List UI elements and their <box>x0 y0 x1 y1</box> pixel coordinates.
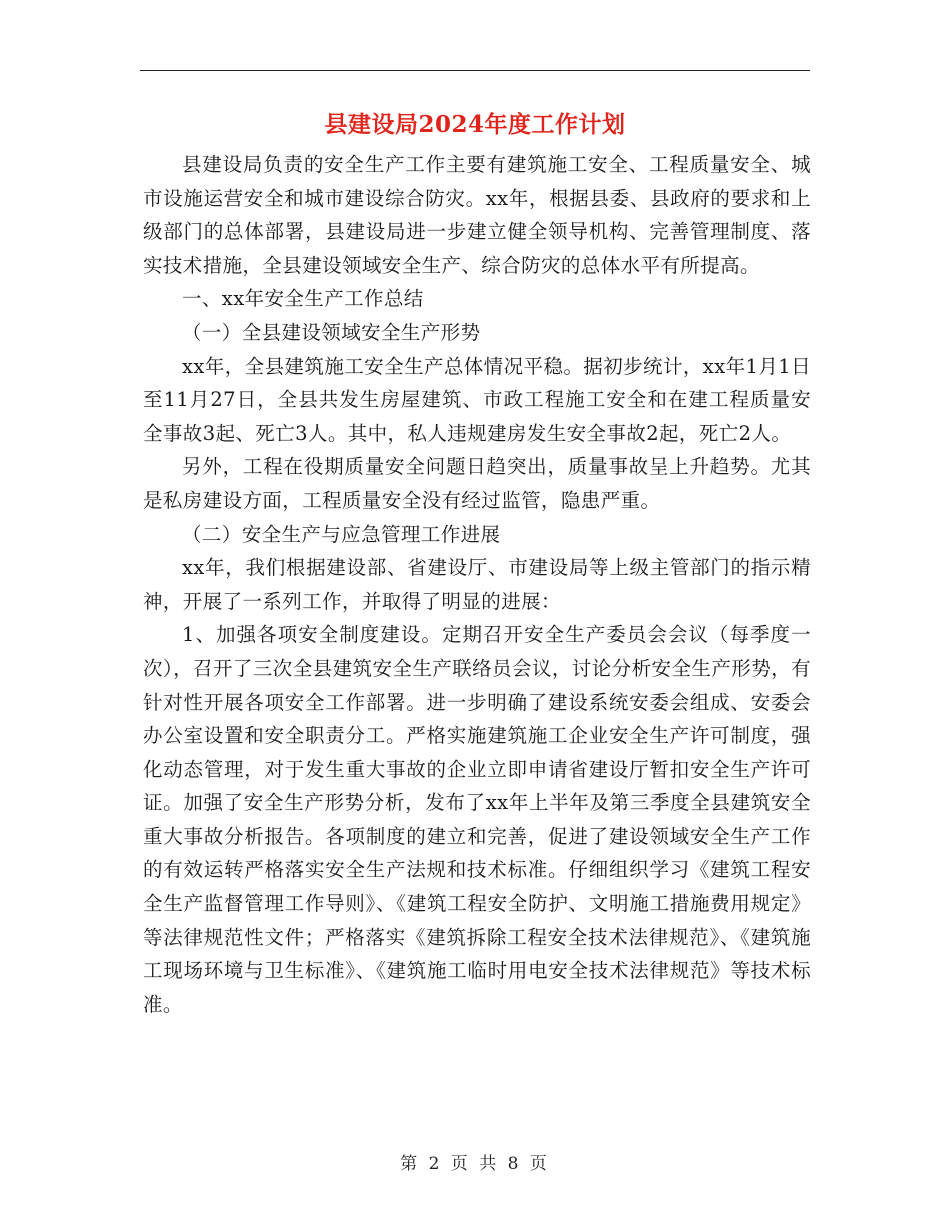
document-body <box>143 148 811 1021</box>
paragraph-progress-intro: xx年，我们根据建设部、省建设厅、市建设局等上级主管部门的指示精神，开展了一系列工作，并取得了明显的进展： <box>143 556 811 613</box>
paragraph-intro: 县建设局负责的安全生产工作主要有建筑施工安全、工程质量安全、城市设施运营安全和城市建设综合防灾。xx年，根据县委、县政府的要求和上级部门的总体部署，县建设局进一步建立健全领导机构、完善管理制度、落实技术措施，全县建设领域安全生产、综合防灾的总体水平有所提高。 <box>143 153 811 277</box>
paragraph-system-building: 1、加强各项安全制度建设。定期召开安全生产委员会会议（每季度一次），召开了三次全县建筑安全生产联络员会议，讨论分析安全生产形势，有针对性开展各项安全工作部署。进一步明确了建设系统安委会组成、安委会办公室设置和安全职责分工。严格实施建筑施工企业安全生产许可制度，强化动态管理，对于发生重大事故的企业立即申请省建设厅暂扣安全生产许可证。加强了安全生产形势分析，发布了xx年上半年及第三季度全县建筑安全重大事故分析报告。各项制度的建立和完善，促进了建设领域安全生产工作的有效运转严格落实安全生产法规和技术标准。仔细组织学习《建筑工程安全生产监督管理工作导则》、《建筑工程安全防护、文明施工措施费用规定》等法律规范性文件；严格落实《建筑拆除工程安全技术法律规范》、《建筑施工现场环境与卫生标准》、《建筑施工临时用电安全技术法律规范》等技术标准。 <box>143 623 811 1016</box>
document-title: 县建设局2024年度工作计划 <box>324 111 626 138</box>
paragraph-safety-situation: xx年，全县建筑施工安全生产总体情况平稳。据初步统计，xx年1月1日至11月27日，全县共发生房屋建筑、市政工程施工安全和在建工程质量安全事故3起、死亡3人。其中，私人违规建房发生安全事故2起，死亡2人。 <box>143 354 811 445</box>
paragraph-quality-issues: 另外，工程在役期质量安全问题日趋突出，质量事故呈上升趋势。尤其是私房建设方面，工程质量安全没有经过监管，隐患严重。 <box>143 455 811 512</box>
page-number: 第 2 页 共 8 页 <box>400 1154 550 1174</box>
subsection-heading-1: （一）全县建设领域安全生产形势 <box>182 320 481 344</box>
section-heading-1: 一、xx年安全生产工作总结 <box>182 287 424 311</box>
subsection-heading-2: （二）安全生产与应急管理工作进展 <box>182 522 501 546</box>
header-rule <box>140 70 810 71</box>
